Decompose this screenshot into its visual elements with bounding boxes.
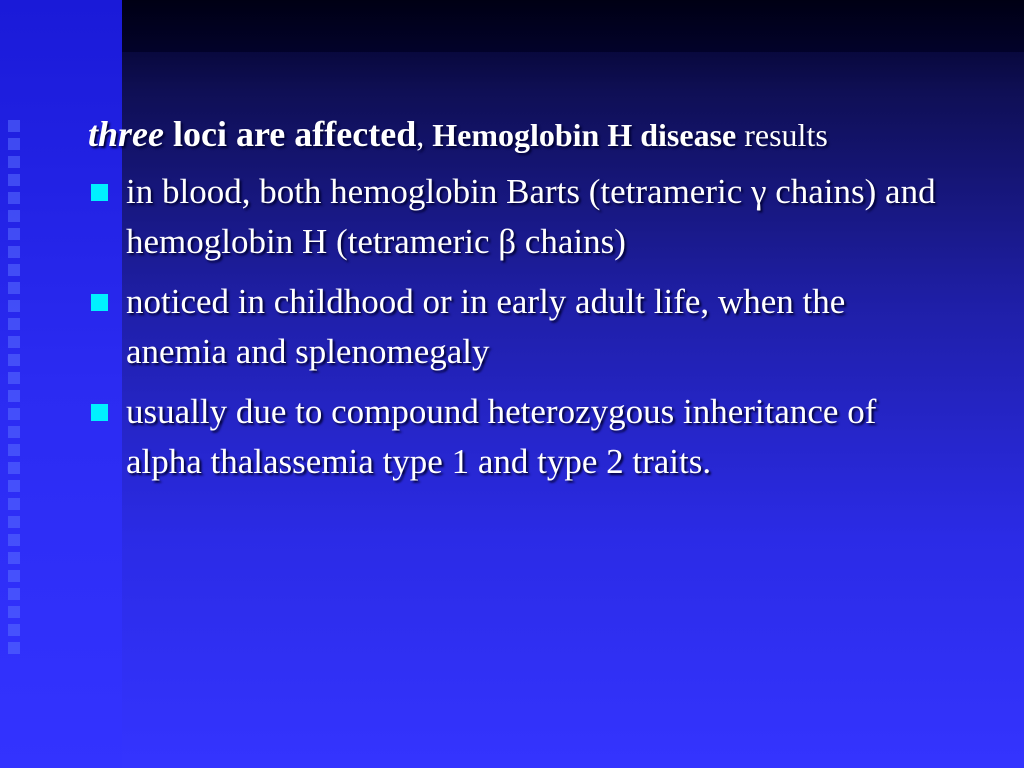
square-decoration (8, 408, 20, 420)
square-decoration (8, 462, 20, 474)
square-decoration (8, 120, 20, 132)
square-decoration (8, 624, 20, 636)
square-decoration (8, 606, 20, 618)
square-decoration (8, 228, 20, 240)
square-decoration (8, 192, 20, 204)
decorative-squares (8, 120, 28, 680)
title-separator: , (416, 117, 433, 153)
square-decoration (8, 372, 20, 384)
square-decoration (8, 588, 20, 600)
square-decoration (8, 516, 20, 528)
title-main: loci are affected (164, 114, 417, 154)
title-emphasis: three (88, 114, 164, 154)
title-disease-name: Hemoglobin H disease (432, 117, 737, 153)
bullet-text: in blood, both hemoglobin Barts (tetrameric γ chains) and hemoglobin H (tetrameric β chains) (126, 172, 936, 261)
slide-content (88, 104, 948, 497)
square-decoration (8, 642, 20, 654)
bullet-text: usually due to compound heterozygous inheritance of alpha thalassemia type 1 and type 2 traits. (126, 392, 877, 481)
square-decoration (8, 534, 20, 546)
square-decoration (8, 336, 20, 348)
slide-title (88, 104, 948, 165)
square-decoration (8, 300, 20, 312)
bullet-item (88, 167, 948, 267)
bullet-text: noticed in childhood or in early adult life, when the anemia and splenomegaly (126, 282, 846, 371)
bullet-item (88, 277, 948, 377)
square-decoration (8, 426, 20, 438)
top-decorative-band (122, 0, 1024, 52)
bullet-list (88, 167, 948, 487)
bullet-item (88, 387, 948, 487)
square-bullet-icon (91, 404, 108, 421)
square-decoration (8, 174, 20, 186)
square-decoration (8, 282, 20, 294)
square-decoration (8, 264, 20, 276)
square-decoration (8, 156, 20, 168)
square-bullet-icon (91, 184, 108, 201)
square-bullet-icon (91, 294, 108, 311)
square-decoration (8, 390, 20, 402)
title-suffix: results (736, 117, 828, 153)
square-decoration (8, 552, 20, 564)
square-decoration (8, 570, 20, 582)
square-decoration (8, 480, 20, 492)
square-decoration (8, 246, 20, 258)
square-decoration (8, 498, 20, 510)
square-decoration (8, 138, 20, 150)
square-decoration (8, 210, 20, 222)
square-decoration (8, 354, 20, 366)
square-decoration (8, 444, 20, 456)
square-decoration (8, 318, 20, 330)
